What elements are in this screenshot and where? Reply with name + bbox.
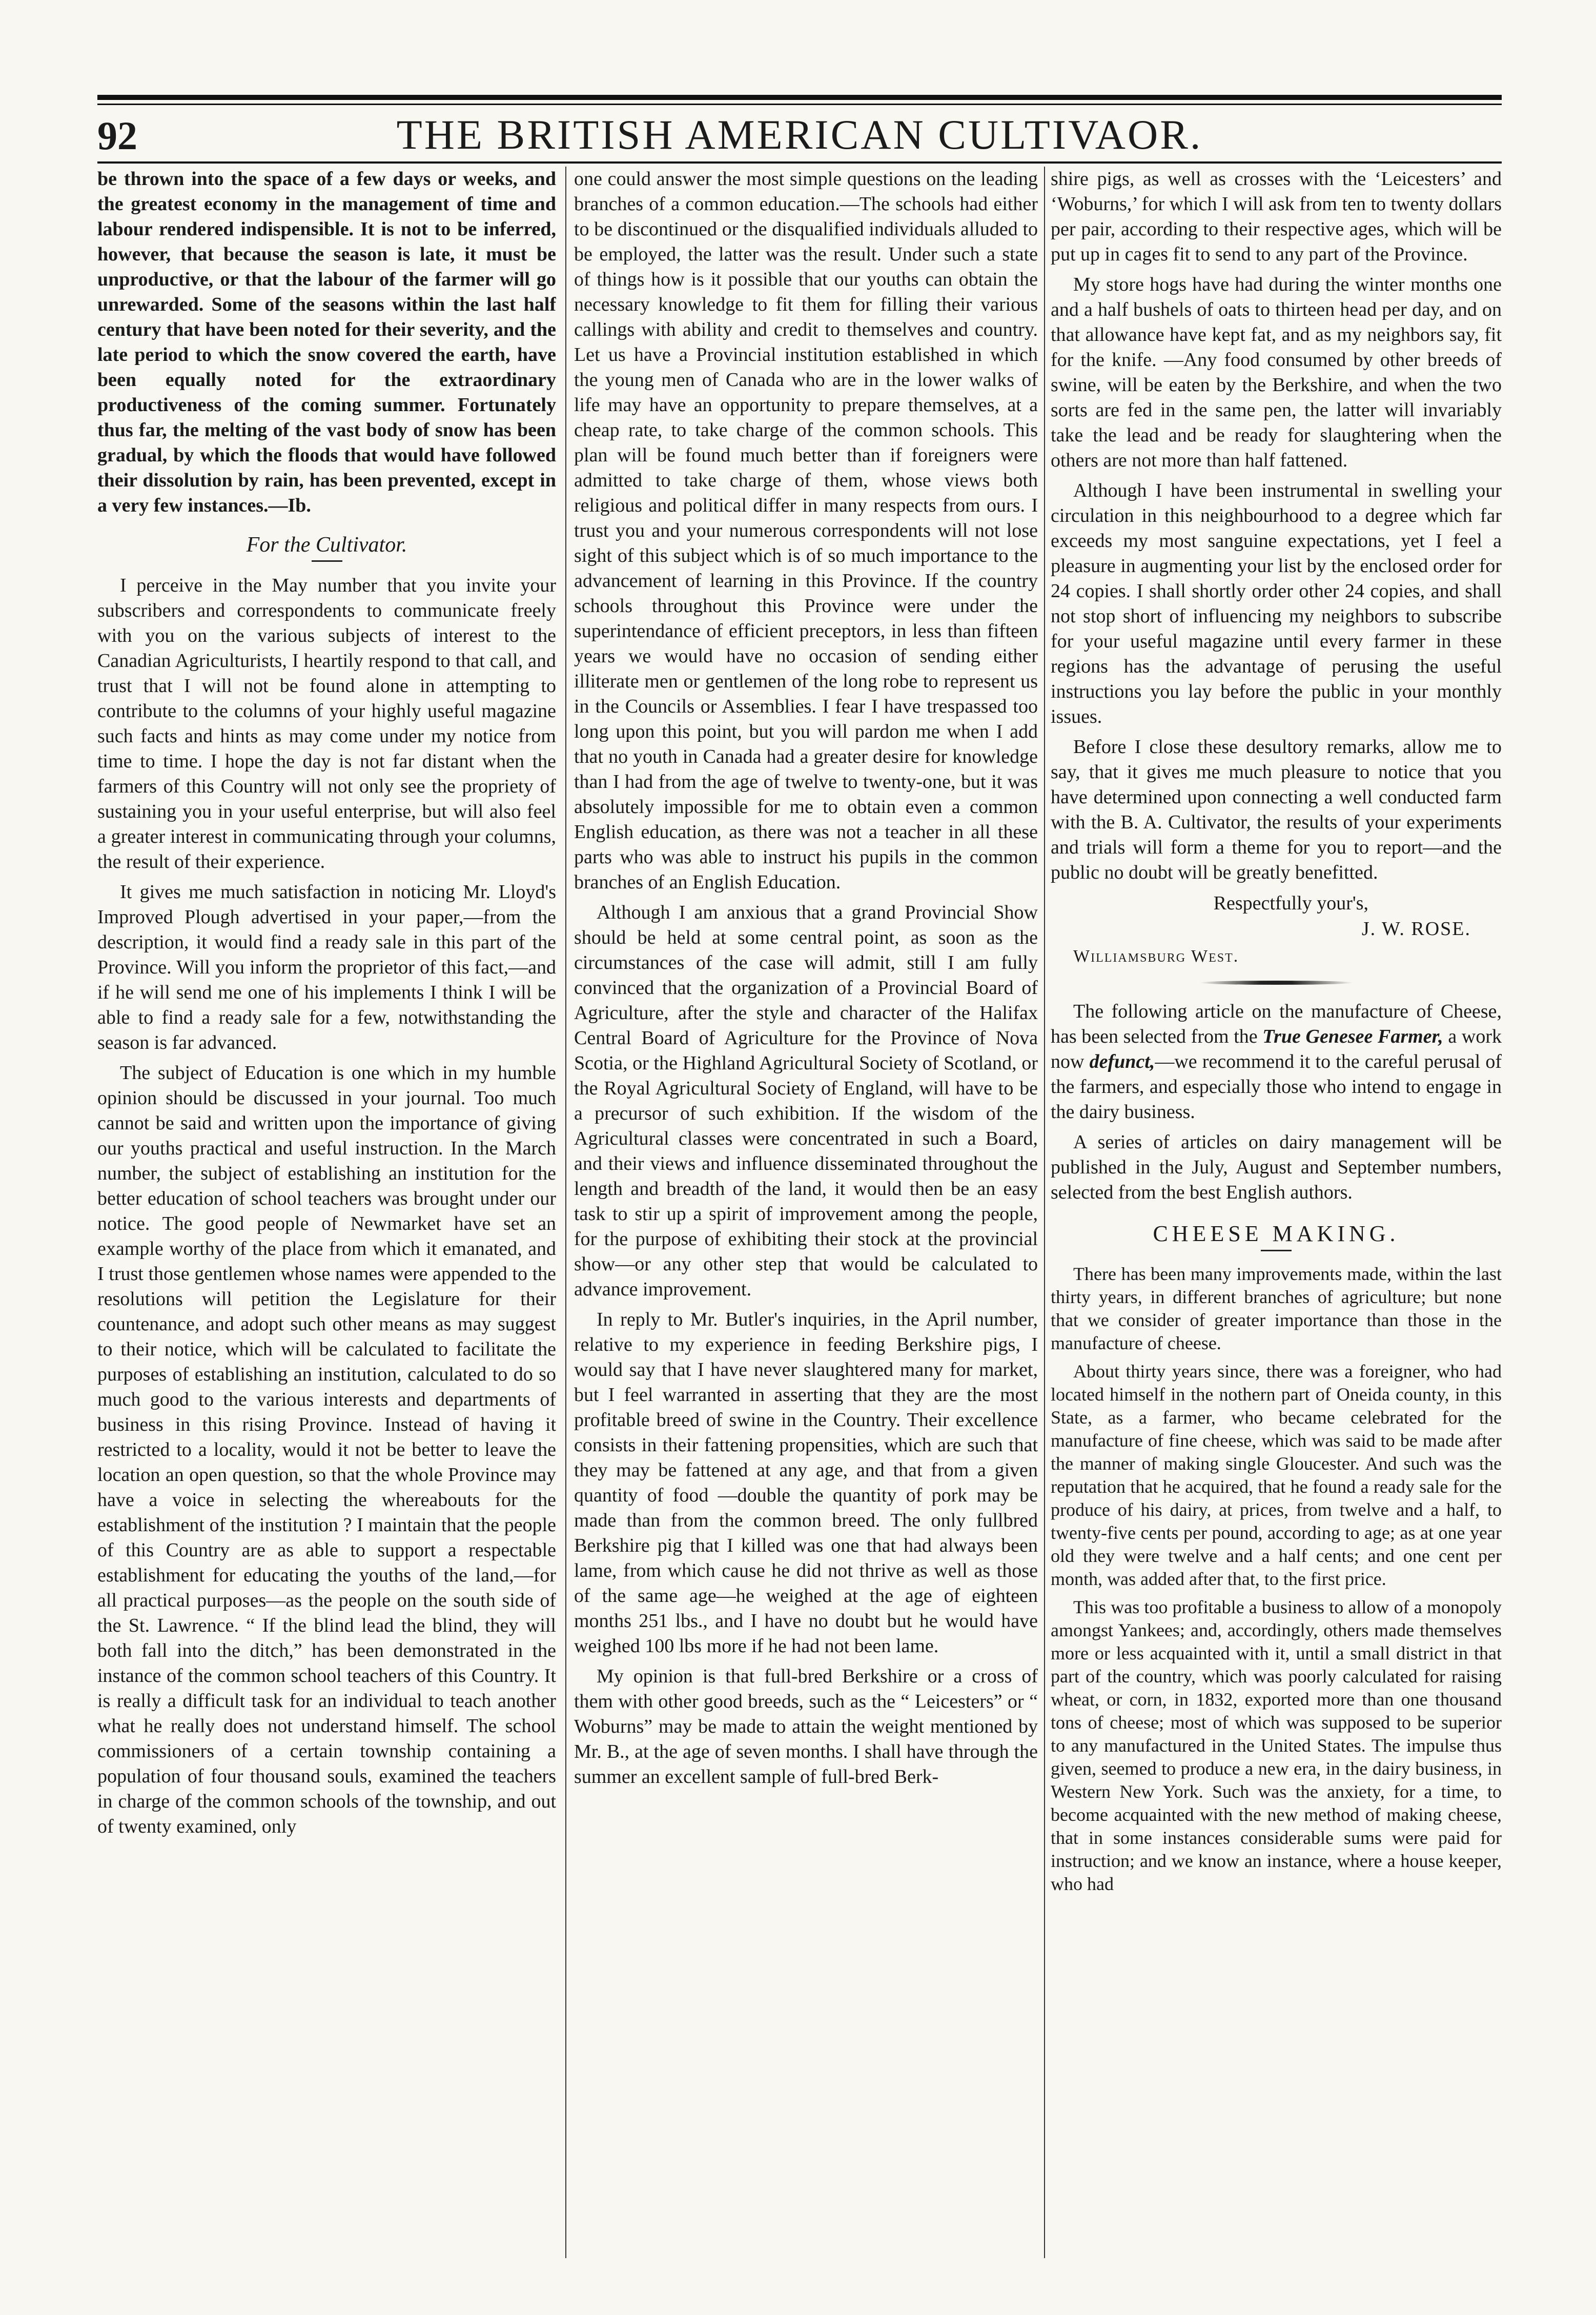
signature: J. W. ROSE. [1361, 918, 1471, 940]
editor-note-text: —we recommend it to the careful perusal of the farmers, and especially those who intend to engage in the dairy business. [1051, 1051, 1502, 1123]
paragraph: My store hogs have had during the winter months one and a half bushels of oats to thirteen head per day, and on that allowance have kept fat, and as my neighbors say, fit for the knife. —Any food consumed by other breeds of swine, will be eaten by the Berkshire, and when the two sorts are fed in the same pen, the latter will invariably take the lead and be ready for slaughtering when the others are not more than half fattened. [1051, 274, 1502, 471]
paragraph: About thirty years since, there was a foreigner, who had located himself in the nothern part of Oneida county, in this State, as a farmer, who became celebrated for the manufacture of fine cheese, which was said to be made after the manner of making single Gloucester. And such was the reputation that he acquired, that he found a ready sale for the produce of his dairy, at prices, from twelve and a half, to twenty-five cents per pound, according to age; as at one year old they were twelve and a half cents; and one cent per month, was added after that, to the first price. [1051, 1361, 1502, 1589]
paragraph: This was too profitable a business to allow of a monopoly amongst Yankees; and, accordingly, others made themselves more or less acquainted with it, until a small district in that part of the country, which was poorly calculated for raising wheat, or corn, in 1832, exported more than one thousand tons of cheese; most of which was supposed to be superior to any manufactured in the United States. The impulse thus given, seemed to produce a new era, in the dairy business, in Western New York. Such was the anxiety, for a time, to become acquainted with the new method of making cheese, that in some instances considerable sums were paid for instruction; and we know an instance, where a house keeper, who had [1051, 1597, 1502, 1894]
page-header [97, 105, 1502, 159]
ornamental-rule [1199, 981, 1353, 985]
paragraph: My opinion is that full-bred Berkshire or a cross of them with other good breeds, such as the “ Leicesters” or “ Woburns” may be made to attain the weight mentioned by Mr. B., at the age of seven months. I shall have through the summer an excellent sample of full-bred Berk- [574, 1666, 1038, 1788]
closing-line: Respectfully your's, [1213, 892, 1368, 914]
paragraph: Before I close these desultory remarks, allow me to say, that it gives me much pleasure to notice that you have determined upon connecting a well conducted farm with the B. A. Cultivator, the results of your experiments and trials will form a theme for you to report—and the public no doubt will be greatly benefitted. [1051, 736, 1502, 883]
signature-place: Williamsburg West. [1073, 947, 1239, 966]
cheese-article [1051, 1263, 1502, 1896]
cheese-making-heading: CHEESE MAKING. [1153, 1221, 1400, 1246]
page-number: 92 [97, 113, 137, 158]
column-rule-1 [565, 167, 566, 2258]
paragraph-continued: one could answer the most simple questions on the leading branches of a common education.—The schools had either to be discontinued or the disqualified individuals alluded to be employed, the latter was the result. Under such a state of things how is it possible that our youths can obtain the necessary knowledge to fit them for filling their various callings with ability and credit to themselves and country. Let us have a Provincial institution established in which the young men of Canada who are in the lower walks of life may have an opportunity to prepare themselves, at a cheap rate, to take charge of the common schools. This plan will be found much better than if foreigners were admitted to take charge of them, whose views both religious and political differ in many respects from ours. I trust you and your numerous correspondents will not lose sight of this subject which is of so much importance to the advancement of learning in this Province. If the country schools throughout this Province were under the superintendance of efficient preceptors, in less than fifteen years we would have no occasion of sending either illiterate men or gentlemen of the long robe to represent us in the Councils or Assemblies. I fear I have trespassed too long upon this point, but you will pardon me when I add that no youth in Canada had a greater desire for knowledge than I had from the age of twelve to twenty-one, but it was absolutely impossible for me to obtain even a common English education, as there was not a teacher in all these parts who was able to instruct his pupils in the common branches of an English Education. [574, 168, 1038, 893]
short-rule [1261, 1250, 1292, 1251]
short-rule [312, 560, 342, 562]
column-1 [97, 167, 556, 2258]
top-heavy-rule [97, 95, 1502, 100]
column-rule-2 [1044, 167, 1045, 2258]
paragraph: A series of articles on dairy management will be published in the July, August and September numbers, selected from the best English authors. [1051, 1131, 1502, 1203]
publication-name: True Genesee Farmer, [1262, 1026, 1443, 1047]
editor-note-text: a work now [1051, 1026, 1502, 1072]
paragraph: The subject of Education is one which in my humble opinion should be discussed in your journal. Too much cannot be said and written upon the importance of giving our youths practical and useful instruction. In the March number, the subject of establishing an institution for the better education of school teachers was brought under our notice. The good people of Newmarket have set an example worthy of the place from which it emanated, and I trust those gentlemen whose names were appended to the resolutions will petition the Legislature for their countenance, and adopt such other means as may suggest to their notice, which will be calculated to facilitate the purposes of establishing an institution, calculated to do so much good to the various interests and departments of business in this rising Province. Instead of having it restricted to a locality, would it not be better to leave the location an open question, so that the whole Province may have a voice in selecting the whereabouts for the establishment of the institution ? I maintain that the people of this Country are as able to support a respectable establishment for educating the youths of the land,—for all practical purposes—as the people on the south side of the St. Lawrence. “ If the blind lead the blind, they will both fall into the ditch,” has been demonstrated in the instance of the common school teachers of this Country. It is really a difficult task for an individual to teach another what he really does not understand himself. The school commissioners of a certain township containing a population of four thousand souls, examined the teachers in charge of the common schools of the township, and out of twenty examined, only [97, 1062, 556, 1837]
section-heading-for-the-cultivator: For the Cultivator. [246, 533, 407, 557]
column-3 [1051, 167, 1502, 2258]
paragraph-continued: shire pigs, as well as crosses with the ‘Leicesters’ and ‘Woburns,’ for which I will ask from ten to twenty dollars per pair, according to their respective ages, which will be put up in cages fit to send to any part of the Province. [1051, 168, 1502, 265]
editor-note-paragraph [1051, 999, 1502, 1125]
paragraph: Although I am anxious that a grand Provincial Show should be held at some central point, as soon as the circumstances of the case will admit, still I am fully convinced that the organization of a Provincial Board of Agriculture, after the style and character of the Halifax Central Board of Agriculture for the Province of Nova Scotia, or the Highland Agricultural Society of Scotland, or the Royal Agricultural Society of England, will have to be a precursor of such exhibition. If the wisdom of the Agricultural classes were concentrated in such a Board, and their views and influence disseminated throughout the length and breadth of the land, it would then be an easy task to stir up a spirit of improvement among the people, for the purpose of exhibiting their stock at the provincial show—or any other step that would be calculated to advance improvement. [574, 902, 1038, 1300]
paragraph: I perceive in the May number that you invite your subscribers and correspondents to communicate freely with you on the various subjects of interest to the Canadian Agriculturists, I heartily respond to that call, and trust that I will not be found alone in attempting to contribute to the columns of your highly useful magazine such facts and hints as may come under my notice from time to time. I hope the day is not far distant when the farmers of this Country will not only see the propriety of sustaining you in your useful enterprise, but will also feel a greater interest in communicating through your columns, the result of their experience. [97, 575, 556, 872]
column-2 [574, 167, 1038, 2258]
paragraph: Although I have been instrumental in swelling your circulation in this neighbourhood to a degree which far exceeds my most sanguine expectations, yet I feel a pleasure in augmenting your list by the enclosed order for 24 copies. I shall shortly order other 24 copies, and shall not stop short of influencing my neighbors to subscribe for your useful magazine until every farmer in these regions has the advantage of perusing the useful instructions you lay before the public in your monthly issues. [1051, 480, 1502, 727]
paragraph: In reply to Mr. Butler's inquiries, in the April number, relative to my experience in feeding Berkshire pigs, I would say that I have never slaughtered many for market, but I feel warranted in asserting that they are the most profitable breed of swine in the Country. Their excellence consists in their fattening propensities, which are such that they may be fattened at any age, and that from a given quantity of food —double the quantity of pork may be made than from the common breed. The only fullbred Berkshire pig that I killed was one that had always been lame, from which cause he did not thrive as well as those of the same age—he weighed at the age of eighteen months 251 lbs., and I have no doubt but he would have weighed 100 lbs more if he had not been lame. [574, 1309, 1038, 1657]
paragraph-continued: be thrown into the space of a few days or weeks, and the greatest economy in the management of time and labour rendered indispensible. It is not to be inferred, however, that because the season is late, it must be unproductive, or that the labour of the farmer will go unrewarded. Some of the seasons within the last half century that have been noted for their severity, and the late period to which the snow covered the earth, have been equally noted for the extraordinary productiveness of the coming summer. Fortunately thus far, the melting of the vast body of snow has been gradual, by which the floods that would have followed their dissolution by rain, has been prevented, except in a very few instances.—Ib. [97, 168, 556, 516]
header-rule [97, 161, 1502, 164]
paragraph: It gives me much satisfaction in noticing Mr. Lloyd's Improved Plough advertised in your paper,—from the description, it would find a ready sale in this part of the Province. Will you inform the proprietor of this fact,—and if he will send me one of his implements I think I will be able to find a ready sale for a few, notwithstanding the season is far advanced. [97, 881, 556, 1053]
paragraph: There has been many improvements made, within the last thirty years, in different branches of agriculture; but none that we consider of greater importance than those in the manufacture of cheese. [1051, 1264, 1502, 1353]
running-title: THE BRITISH AMERICAN CULTIVAOR. [396, 111, 1203, 158]
defunct-word: defunct, [1089, 1051, 1155, 1072]
editor-note-text: The following article on the manufacture of Cheese, has been selected from the [1051, 1001, 1502, 1047]
